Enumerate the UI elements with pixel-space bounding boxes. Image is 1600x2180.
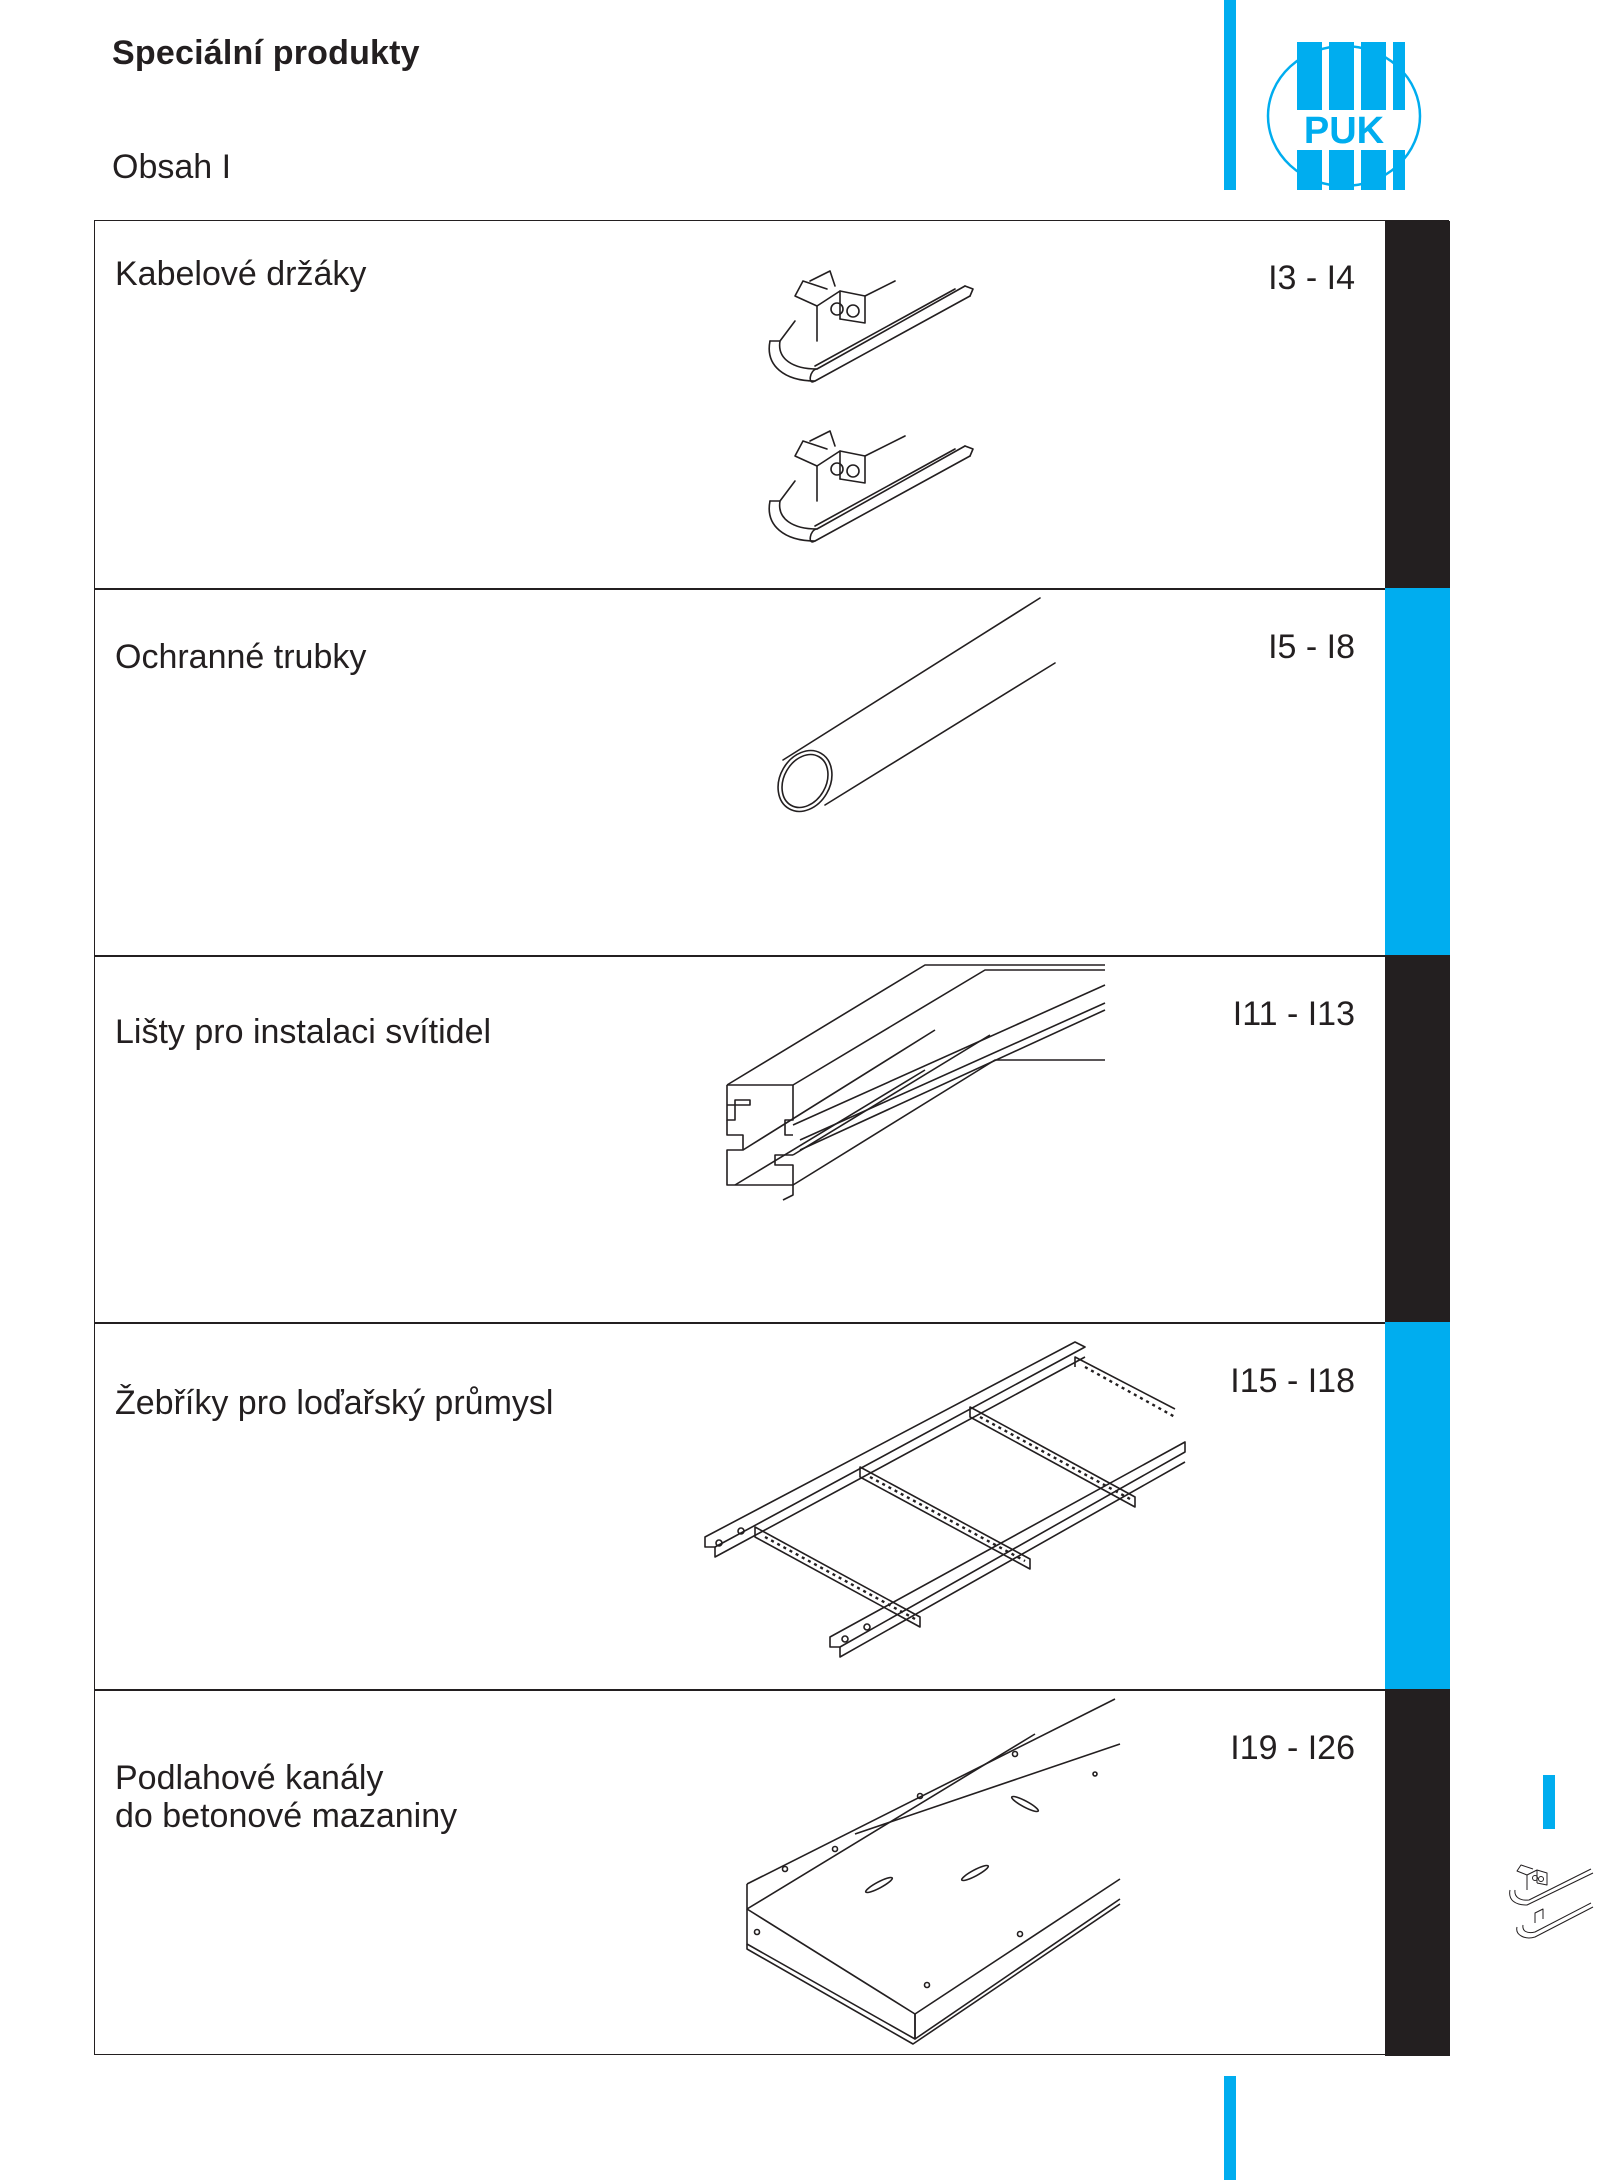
accent-bar-bottom	[1224, 2076, 1236, 2180]
section-tab	[1385, 955, 1450, 1322]
logo-text: PUK	[1303, 110, 1385, 152]
accent-bar-top	[1224, 0, 1236, 190]
cable-ladder-illustration-icon	[695, 1337, 1195, 1677]
section-title: Ochranné trubky	[115, 638, 367, 676]
section-pages: I3 - I4	[1268, 259, 1355, 297]
light-rail-illustration-icon	[715, 955, 1135, 1255]
section-title: Žebříky pro loďařský průmysl	[115, 1384, 554, 1422]
row-divider	[95, 588, 1385, 590]
page-title: Speciální produkty	[112, 34, 420, 72]
section-title: Podlahové kanály do betonové mazaniny	[115, 1759, 458, 1835]
toc-row-protective-tubes[interactable]	[95, 588, 1450, 955]
section-tab	[1385, 221, 1450, 588]
section-pages: I11 - I13	[1232, 995, 1355, 1033]
row-divider	[95, 1322, 1385, 1324]
section-tab	[1385, 588, 1450, 955]
section-pages: I5 - I8	[1268, 628, 1355, 666]
section-marker	[1543, 1775, 1555, 1829]
toc-row-cable-holders[interactable]	[95, 221, 1450, 588]
row-divider	[95, 1689, 1385, 1691]
protective-tube-illustration-icon	[755, 593, 1075, 843]
section-tab	[1385, 1322, 1450, 1689]
toc-row-light-rails[interactable]	[95, 955, 1450, 1322]
cable-holder-illustration-icon	[755, 241, 1025, 571]
cable-holder-thumbnail-icon	[1505, 1845, 1597, 1940]
section-title: Kabelové držáky	[115, 255, 367, 293]
section-pages: I19 - I26	[1230, 1729, 1355, 1767]
puk-logo-icon	[1262, 40, 1426, 192]
section-pages: I15 - I18	[1230, 1362, 1355, 1400]
floor-channel-illustration-icon	[735, 1694, 1135, 2054]
table-of-contents	[94, 220, 1449, 2055]
toc-row-floor-channels[interactable]	[95, 1689, 1450, 2056]
section-title: Lišty pro instalaci svítidel	[115, 1013, 492, 1051]
page-subtitle: Obsah I	[112, 148, 232, 186]
section-tab	[1385, 1689, 1450, 2056]
toc-row-cable-ladders[interactable]	[95, 1322, 1450, 1689]
